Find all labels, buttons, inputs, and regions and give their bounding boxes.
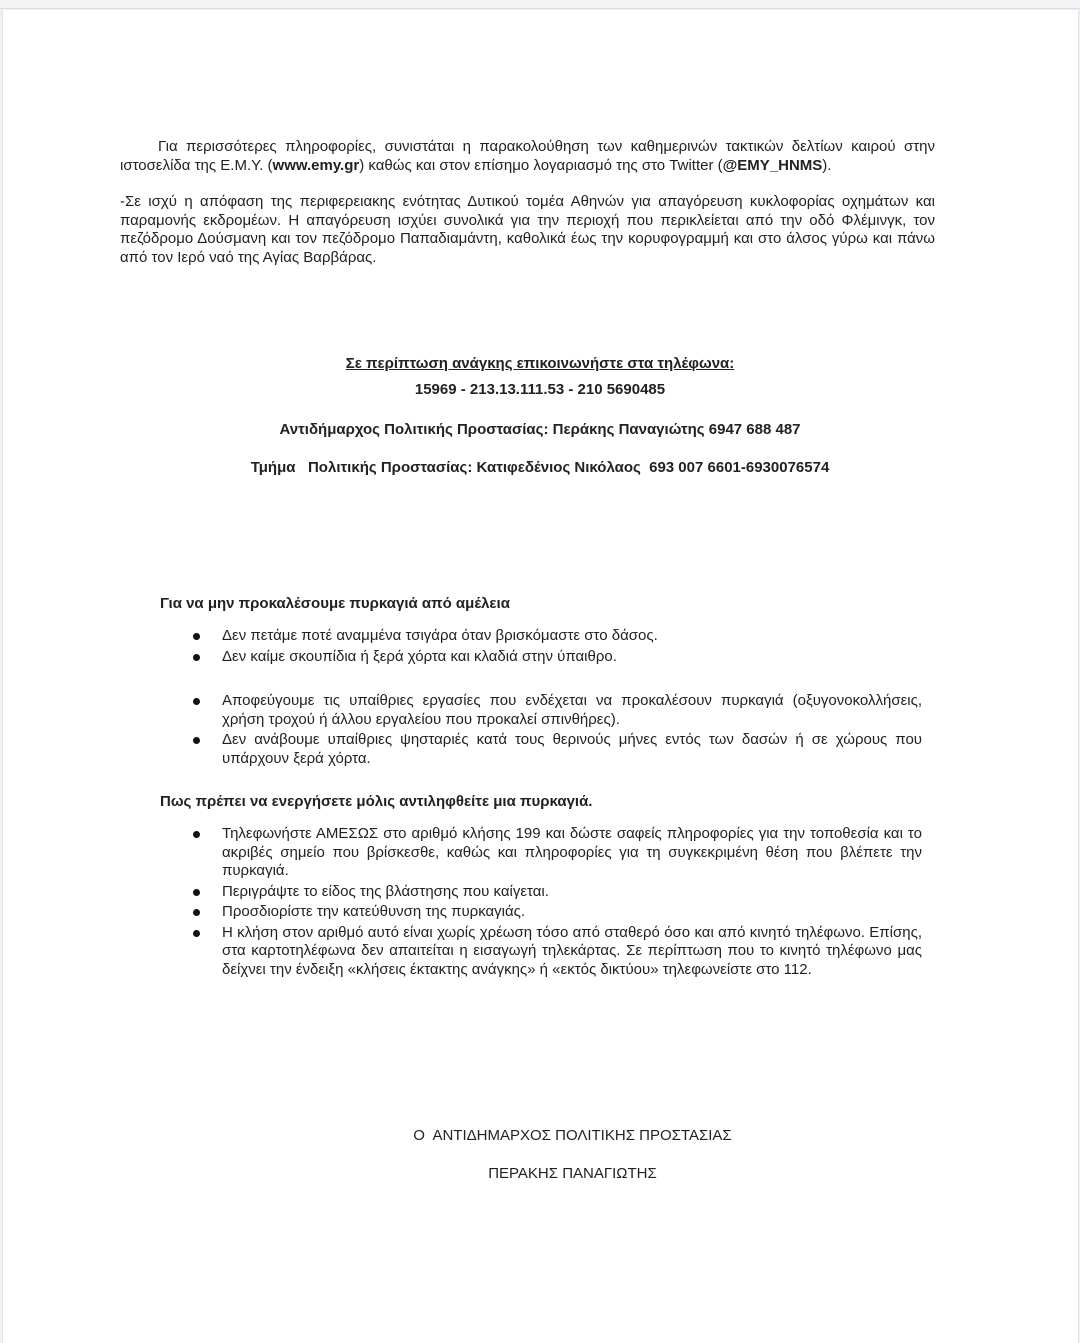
- signature-name: ΠΕΡΑΚΗΣ ΠΑΝΑΓΙΩΤΗΣ: [488, 1165, 657, 1182]
- list-item: [160, 731, 922, 768]
- department-contact: Τμήμα Πολιτικής Προστασίας: Κατιφεδένιος Νικόλαος 693 007 6601-6930076574: [250, 459, 830, 476]
- viewer-top-bar: [0, 0, 1080, 9]
- list-item: [160, 692, 922, 729]
- list-item-text: Δεν πετάμε ποτέ αναμμένα τσιγάρα όταν βρισκόμαστε στο δάσος.: [222, 627, 658, 644]
- bullet-icon: [193, 909, 200, 916]
- list-item-text: Προσδιορίστε την κατεύθυνση της πυρκαγιάς.: [222, 903, 526, 920]
- bullet-icon: [193, 654, 200, 661]
- list-item: [160, 648, 922, 667]
- intro-text: Για περισσότερες πληροφορίες, συνιστάται η παρακολούθηση των καθημερινών τακτικών δελτίων καιρού στην ιστοσελίδα της Ε.Μ.Υ. (: [120, 138, 935, 174]
- bullet-icon: [193, 633, 200, 640]
- bullet-icon: [193, 737, 200, 744]
- list-item: [160, 924, 922, 980]
- list-item: [160, 903, 922, 922]
- twitter-handle[interactable]: @EMY_HNMS: [722, 156, 823, 174]
- signature-title: Ο ΑΝΤΙΔΗΜΑΡΧΟΣ ΠΟΛΙΤΙΚΗΣ ΠΡΟΣΤΑΣΙΑΣ: [413, 1127, 732, 1144]
- list-item-text: Αποφεύγουμε τις υπαίθριες εργασίες που ενδέχεται να προκαλέσουν πυρκαγιά (οξυγονοκολλήσεις, χρήση τροχού ή άλλου εργαλείου που προκαλεί σπινθήρες).: [222, 692, 922, 728]
- intro-text-mid: ) καθώς και στον επίσημο λογαριασμό της στο Twitter (: [359, 156, 723, 174]
- list-item: [160, 825, 922, 881]
- bullet-icon: [193, 831, 200, 838]
- prevention-heading: Για να μην προκαλέσουμε πυρκαγιά από αμέλεια: [160, 595, 510, 612]
- list-item-text: Τηλεφωνήστε ΑΜΕΣΩΣ στο αριθμό κλήσης 199 και δώστε σαφείς πληροφορίες για την τοποθεσία και το ακριβές σημείο που βρίσκεσθε, καθώς και πληροφορίες για τη συγκεκριμένη θέση που βλέπετε την πυρκαγιά.: [222, 825, 922, 879]
- action-list: [160, 825, 922, 979]
- list-item: [160, 627, 922, 646]
- emergency-title: Σε περίπτωση ανάγκης επικοινωνήστε στα τηλέφωνα:: [345, 355, 735, 372]
- list-item-text: Η κλήση στον αριθμό αυτό είναι χωρίς χρέωση τόσο από σταθερό όσο και από κινητό τηλέφωνο. Επίσης, στα καρτοτηλέφωνα δεν απαιτείται η εισαγωγή τηλεκάρτας. Σε περίπτωση που το κινητό τηλέφωνο μας δείχνει την ένδειξη «κλήσεις έκτακτης ανάγκης» ή «εκτός δικτύου» τηλεφωνείστε στο 112.: [222, 923, 922, 978]
- list-item-text: Δεν καίμε σκουπίδια ή ξερά χόρτα και κλαδιά στην ύπαιθρο.: [222, 647, 617, 665]
- emy-website-link[interactable]: www.emy.gr: [272, 156, 360, 174]
- list-item-text: Δεν ανάβουμε υπαίθριες ψησταριές κατά τους θερινούς μήνες εντός των δασών ή σε χώρους που υπάρχουν ξερά χόρτα.: [222, 731, 922, 767]
- action-heading: Πως πρέπει να ενεργήσετε μόλις αντιληφθείτε μια πυρκαγιά.: [160, 793, 593, 810]
- intro-paragraph: [120, 138, 935, 175]
- prevention-list-b: [160, 692, 922, 768]
- list-item: [160, 883, 922, 902]
- emergency-numbers: 15969 - 213.13.111.53 - 210 5690485: [414, 381, 666, 398]
- bullet-icon: [193, 889, 200, 896]
- deputy-mayor-contact: Αντιδήμαρχος Πολιτικής Προστασίας: Περάκης Παναγιώτης 6947 688 487: [279, 421, 801, 438]
- list-item-text: Περιγράψτε το είδος της βλάστησης που καίγεται.: [222, 882, 549, 900]
- intro-text-end: ).: [822, 156, 832, 174]
- bullet-icon: [193, 930, 200, 937]
- prevention-list-a: [160, 627, 922, 666]
- bullet-icon: [193, 698, 200, 705]
- ban-paragraph: -Σε ισχύ η απόφαση της περιφερειακης ενότητας Δυτικού τομέα Αθηνών για απαγόρευση κυκλοφορίας οχημάτων και παραμονής εκδρομέων. Η απαγόρευση ισχύει συνολικά για την περιοχή που περικλείεται από την οδό Φλέμινγκ, τον πεζόδρομο Δούσμανη και τον πεζόδρομο Παπαδιαμάντη, καθολικά έως την κορυφογραμμή και στο άλσος γύρω και πάνω από τον Ιερό ναό της Αγίας Βαρβάρας.: [120, 193, 935, 266]
